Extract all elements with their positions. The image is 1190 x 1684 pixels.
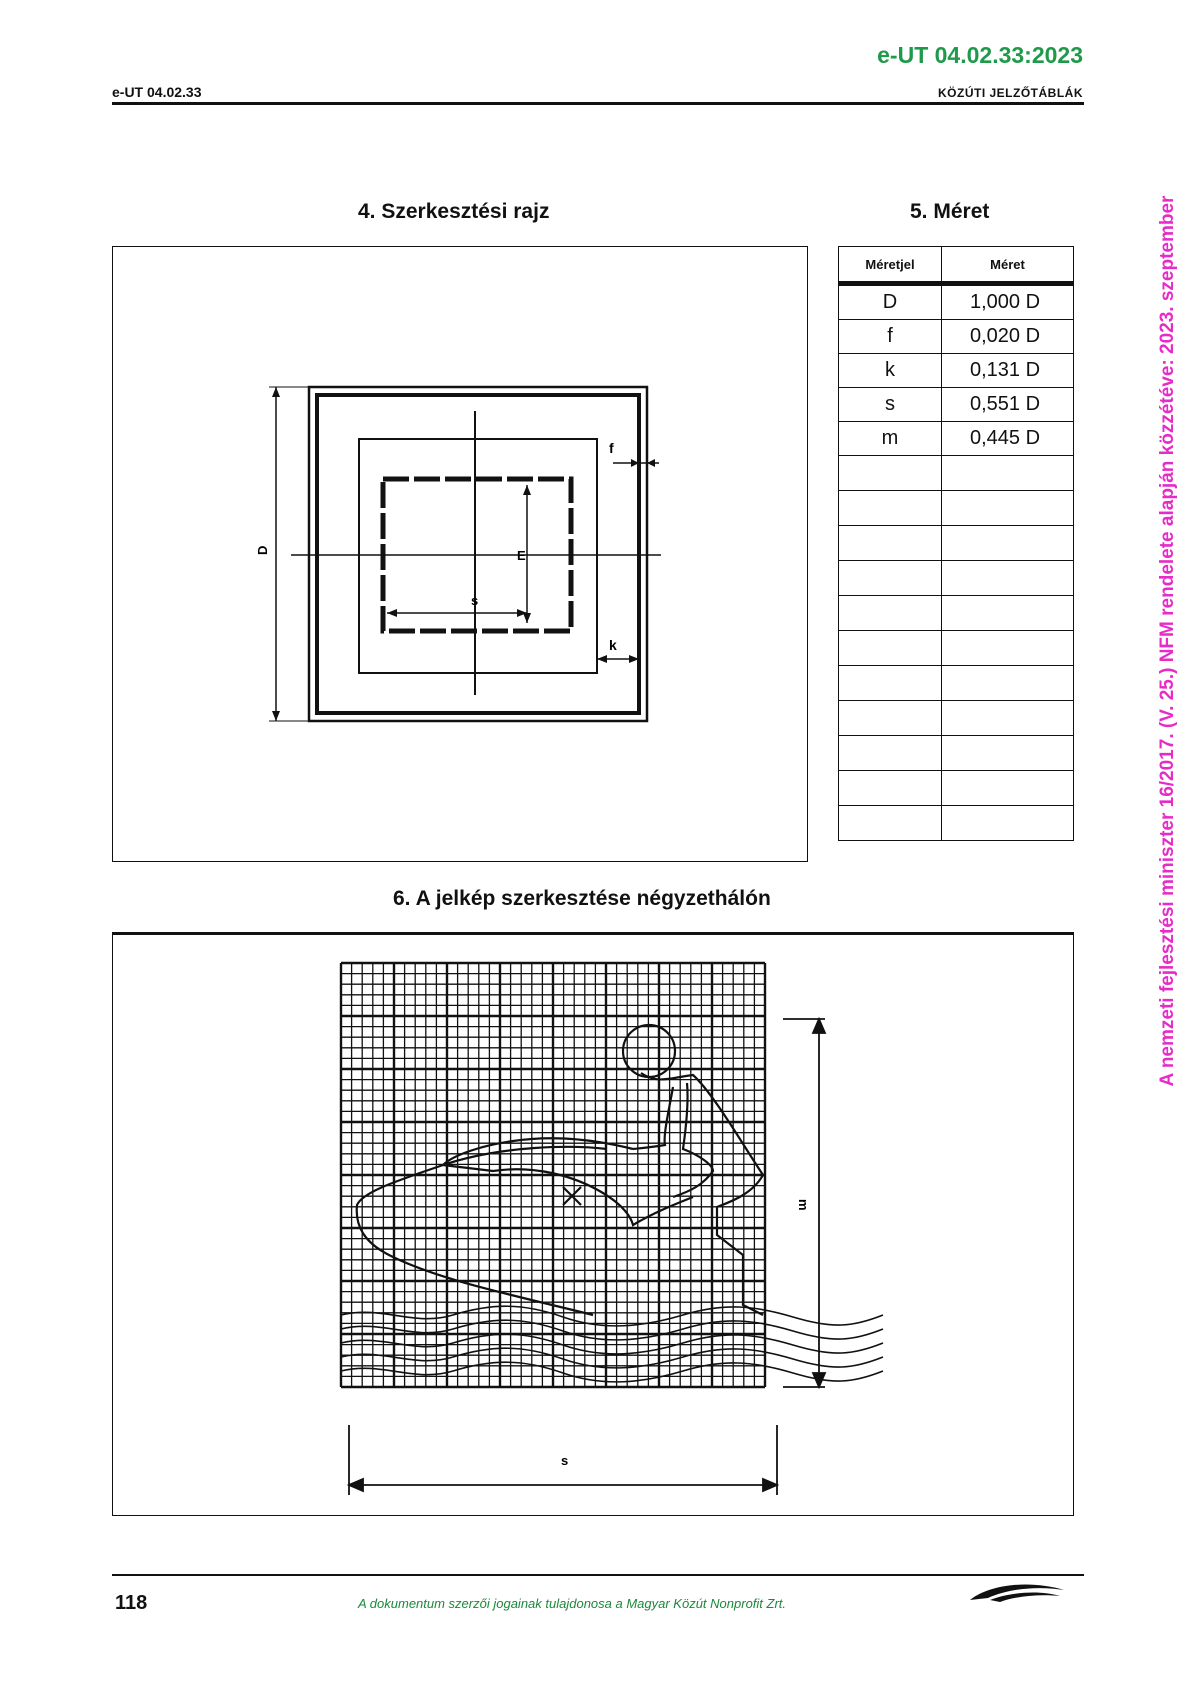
page-number: 118: [115, 1592, 148, 1614]
row-symbol: f: [839, 320, 942, 354]
empty-row: [839, 526, 1074, 561]
size-table: [838, 246, 1074, 841]
side-note: [1157, 176, 1187, 1106]
empty-row: [839, 631, 1074, 666]
header-right-title: KÖZÚTI JELZŐTÁBLÁK: [938, 86, 1083, 100]
table-row: [839, 284, 1074, 320]
row-symbol: D: [839, 284, 942, 320]
grid-construction: [113, 935, 1075, 1519]
header-symbol: Méretjel: [839, 247, 942, 284]
label-f: f: [609, 440, 614, 456]
label-m: m: [796, 1199, 811, 1211]
society-logo: [930, 1578, 1082, 1618]
document-code: e-UT 04.02.33:2023: [877, 42, 1083, 68]
label-e: E: [517, 548, 526, 563]
header-rule: [112, 102, 1084, 105]
grid-construction-frame: [112, 932, 1074, 1516]
row-value: 0,131 D: [942, 354, 1074, 388]
table-row: [839, 388, 1074, 422]
empty-row: [839, 701, 1074, 736]
empty-row: [839, 736, 1074, 771]
construction-drawing-frame: [112, 246, 808, 862]
empty-row: [839, 491, 1074, 526]
label-k: k: [609, 637, 617, 653]
drawing-section-title: 4. Szerkesztési rajz: [358, 200, 550, 223]
footer-rule: [112, 1574, 1084, 1576]
row-value: 0,445 D: [942, 422, 1074, 456]
copyright-notice: A dokumentum szerzői jogainak tulajdonosa a Magyar Közút Nonprofit Zrt.: [358, 1596, 787, 1611]
table-row: [839, 354, 1074, 388]
empty-row: [839, 771, 1074, 806]
size-table-header-row: [839, 247, 1074, 284]
size-table-frame: [838, 246, 1074, 862]
label-grid-s: s: [561, 1453, 569, 1468]
grid-section-title: 6. A jelkép szerkesztése négyzethálón: [393, 887, 771, 910]
empty-row: [839, 456, 1074, 491]
label-s: s: [471, 593, 479, 608]
size-section-title: 5. Méret: [910, 200, 990, 223]
row-symbol: k: [839, 354, 942, 388]
empty-row: [839, 806, 1074, 841]
table-row: [839, 422, 1074, 456]
construction-drawing: [113, 247, 809, 863]
label-d: D: [255, 545, 270, 555]
side-note-text: A nemzeti fejlesztési miniszter 16/2017. (V. 25.) NFM rendelete alapján közzétéve: 2023. szeptember: [1157, 195, 1178, 1087]
header-left-code: e-UT 04.02.33: [112, 84, 202, 100]
empty-row: [839, 666, 1074, 701]
table-row: [839, 320, 1074, 354]
row-symbol: m: [839, 422, 942, 456]
empty-row: [839, 561, 1074, 596]
row-value: 0,020 D: [942, 320, 1074, 354]
empty-row: [839, 596, 1074, 631]
header-size: Méret: [942, 247, 1074, 284]
row-value: 0,551 D: [942, 388, 1074, 422]
construction-grid: [341, 963, 765, 1387]
symbol-area: [359, 439, 597, 673]
sign-border: [317, 395, 639, 713]
logo-mark: [930, 1578, 1082, 1618]
row-value: 1,000 D: [942, 284, 1074, 320]
row-symbol: s: [839, 388, 942, 422]
